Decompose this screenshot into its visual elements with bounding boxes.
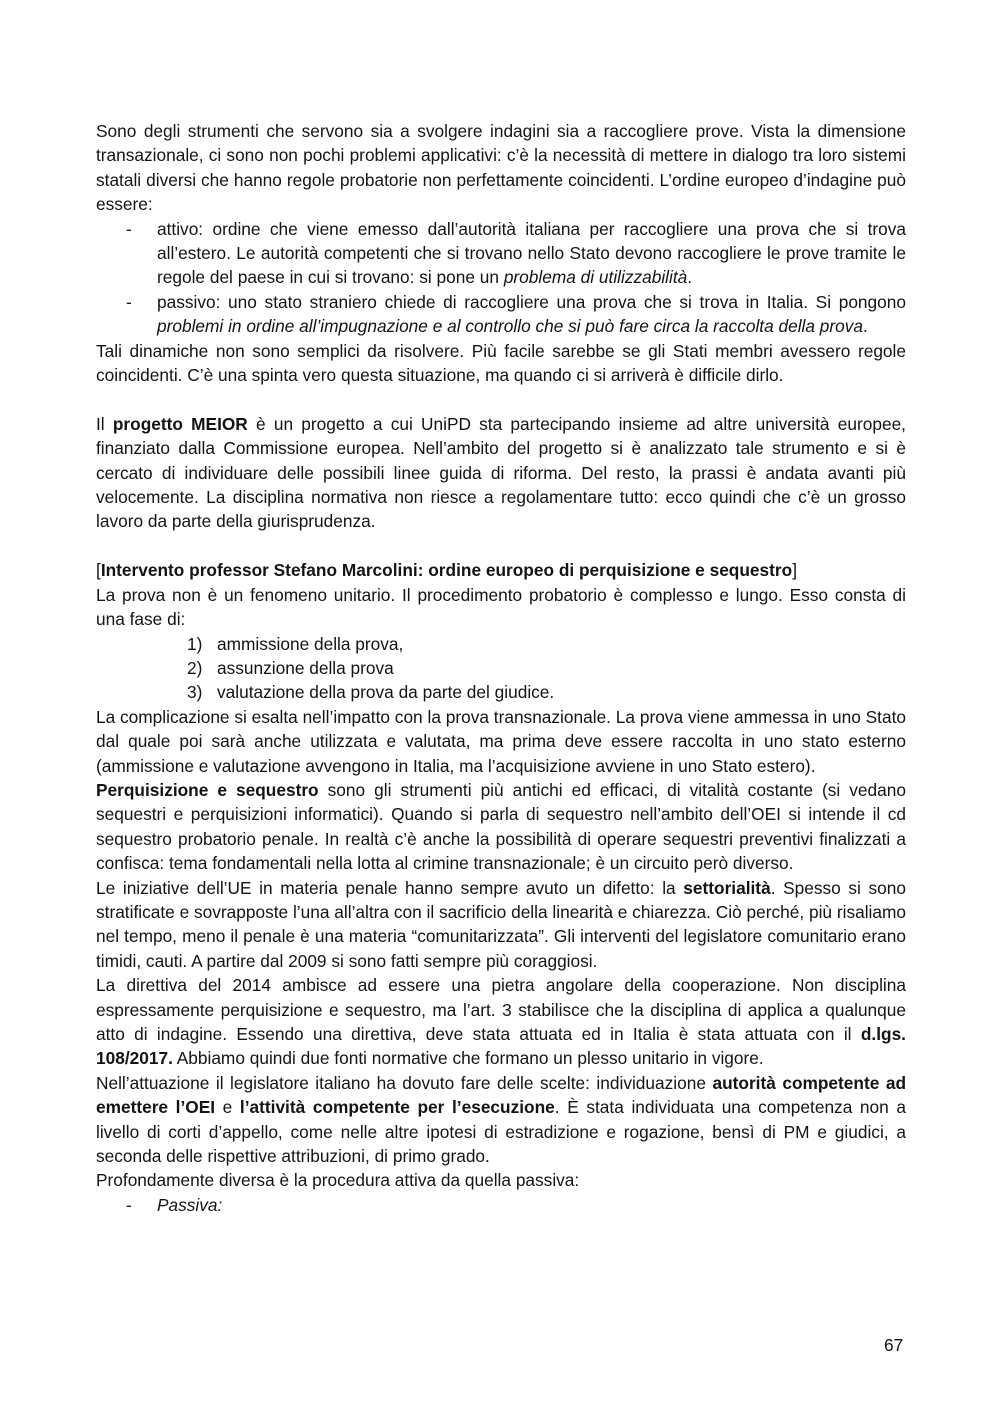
list-item: - Passiva:: [96, 1193, 906, 1217]
dash-bullet: -: [126, 1194, 132, 1215]
page-number: 67: [884, 1335, 904, 1355]
list-item: 1) ammissione della prova,: [187, 633, 404, 654]
oei-type-list: [96, 217, 906, 339]
dash-bullet: -: [126, 291, 132, 312]
paragraph: Le iniziative dell’UE in materia penale hanno sempre avuto un difetto: la settorialità. Spesso si sono stratificate e sovrapposte l’una all’altra con il sacrificio della linearità e chiarezza. Ciò perché, più risaliamo nel tempo, meno il penale è una materia “comunitarizzata”. Gli interventi del legislatore comunitario erano timidi, cauti. A partire dal 2009 si sono fatti sempre più coraggiosi.: [96, 877, 906, 971]
paragraph: La prova non è un fenomeno unitario. Il procedimento probatorio è complesso e lungo. Esso consta di una fase di:: [96, 584, 906, 630]
list-item: - passivo: uno stato straniero chiede di raccogliere una prova che si trova in Italia. Si pongono problemi in ordine all’impugnazione e al controllo che si può fare circa la raccolta della prova.: [126, 291, 906, 337]
intro-paragraph: Sono degli strumenti che servono sia a svolgere indagini sia a raccogliere prove. Vista la dimensione transazionale, ci sono non pochi problemi applicativi: c’è la necessità di mettere in dialogo tra loro sistemi statali diversi che hanno regole probatorie non perfettamente coincidenti. L’ordine europeo d’indagine può essere:: [96, 121, 906, 215]
section-heading: [Intervento professor Stefano Marcolini: ordine europeo di perquisizione e sequestro]: [96, 560, 797, 581]
paragraph: Profondamente diversa è la procedura attiva da quella passiva:: [96, 1170, 580, 1191]
procedure-list: [96, 1193, 906, 1217]
paragraph: Perquisizione e sequestro sono gli strumenti più antichi ed efficaci, di vitalità costante (si vedano sequestri e perquisizioni informatici). Quando si parla di sequestro nell’ambito dell’OEI si intende il cd sequestro probatorio penale. In realtà c’è anche la possibilità di operare sequestri preventivi finalizzati a confisca: tema fondamentali nella lotta al crimine transnazionale; è un circuito però diverso.: [96, 779, 906, 874]
list-item: 2) assunzione della prova: [187, 657, 394, 678]
list-item: - attivo: ordine che viene emesso dall’autorità italiana per raccogliere una prova che si trova all’estero. Le autorità competenti che si trovano nello Stato devono raccogliere le prove tramite le regole del paese in cui si trovano: si pone un problema di utilizzabilità.: [126, 218, 906, 288]
list-item: 3) valutazione della prova da parte del giudice.: [187, 682, 555, 703]
paragraph: La complicazione si esalta nell’impatto con la prova transnazionale. La prova viene ammessa in uno Stato dal quale poi sarà anche utilizzata e valutata, ma prima deve essere raccolta in uno stato esterno (ammissione e valutazione avvengono in Italia, ma l’acquisizione avviene in uno Stato estero).: [96, 706, 906, 776]
paragraph: La direttiva del 2014 ambisce ad essere una pietra angolare della cooperazione. Non disciplina espressamente perquisizione e sequestro, ma l’art. 3 stabilisce che la disciplina di applica a qualunque atto di indagine. Essendo una direttiva, deve stata attuata ed in Italia è stata attuata con il d.lgs. 108/2017. Abbiamo quindi due fonti normative che formano un plesso unitario in vigore.: [96, 975, 906, 1069]
paragraph: Nell’attuazione il legislatore italiano ha dovuto fare delle scelte: individuazione autorità competente ad emettere l’OEI e l’attività competente per l’esecuzione. È stata individuata una competenza non a livello di corti d’appello, come nelle altre ipotesi di estradizione e rogazione, bensì di PM e giudici, a seconda delle rispettive attribuzioni, di primo grado.: [96, 1072, 907, 1167]
dash-bullet: -: [126, 218, 132, 239]
phase-list: [96, 632, 906, 705]
meior-paragraph: Il progetto MEIOR è un progetto a cui UniPD sta partecipando insieme ad altre università europee, finanziato dalla Commissione europea. Nell’ambito del progetto si è analizzato tale strumento e si è cercato di individuare delle possibili linee guida di riforma. Del resto, la prassi è andata avanti più velocemente. La disciplina normativa non riesce a regolamentare tutto: ecco quindi che c’è un grosso lavoro da parte della giurisprudenza.: [96, 413, 906, 532]
document-page: [96, 119, 906, 1217]
paragraph: Tali dinamiche non sono semplici da risolvere. Più facile sarebbe se gli Stati membri avessero regole coincidenti. C’è una spinta vero questa situazione, ma quando ci si arriverà è difficile dirlo.: [96, 340, 906, 386]
